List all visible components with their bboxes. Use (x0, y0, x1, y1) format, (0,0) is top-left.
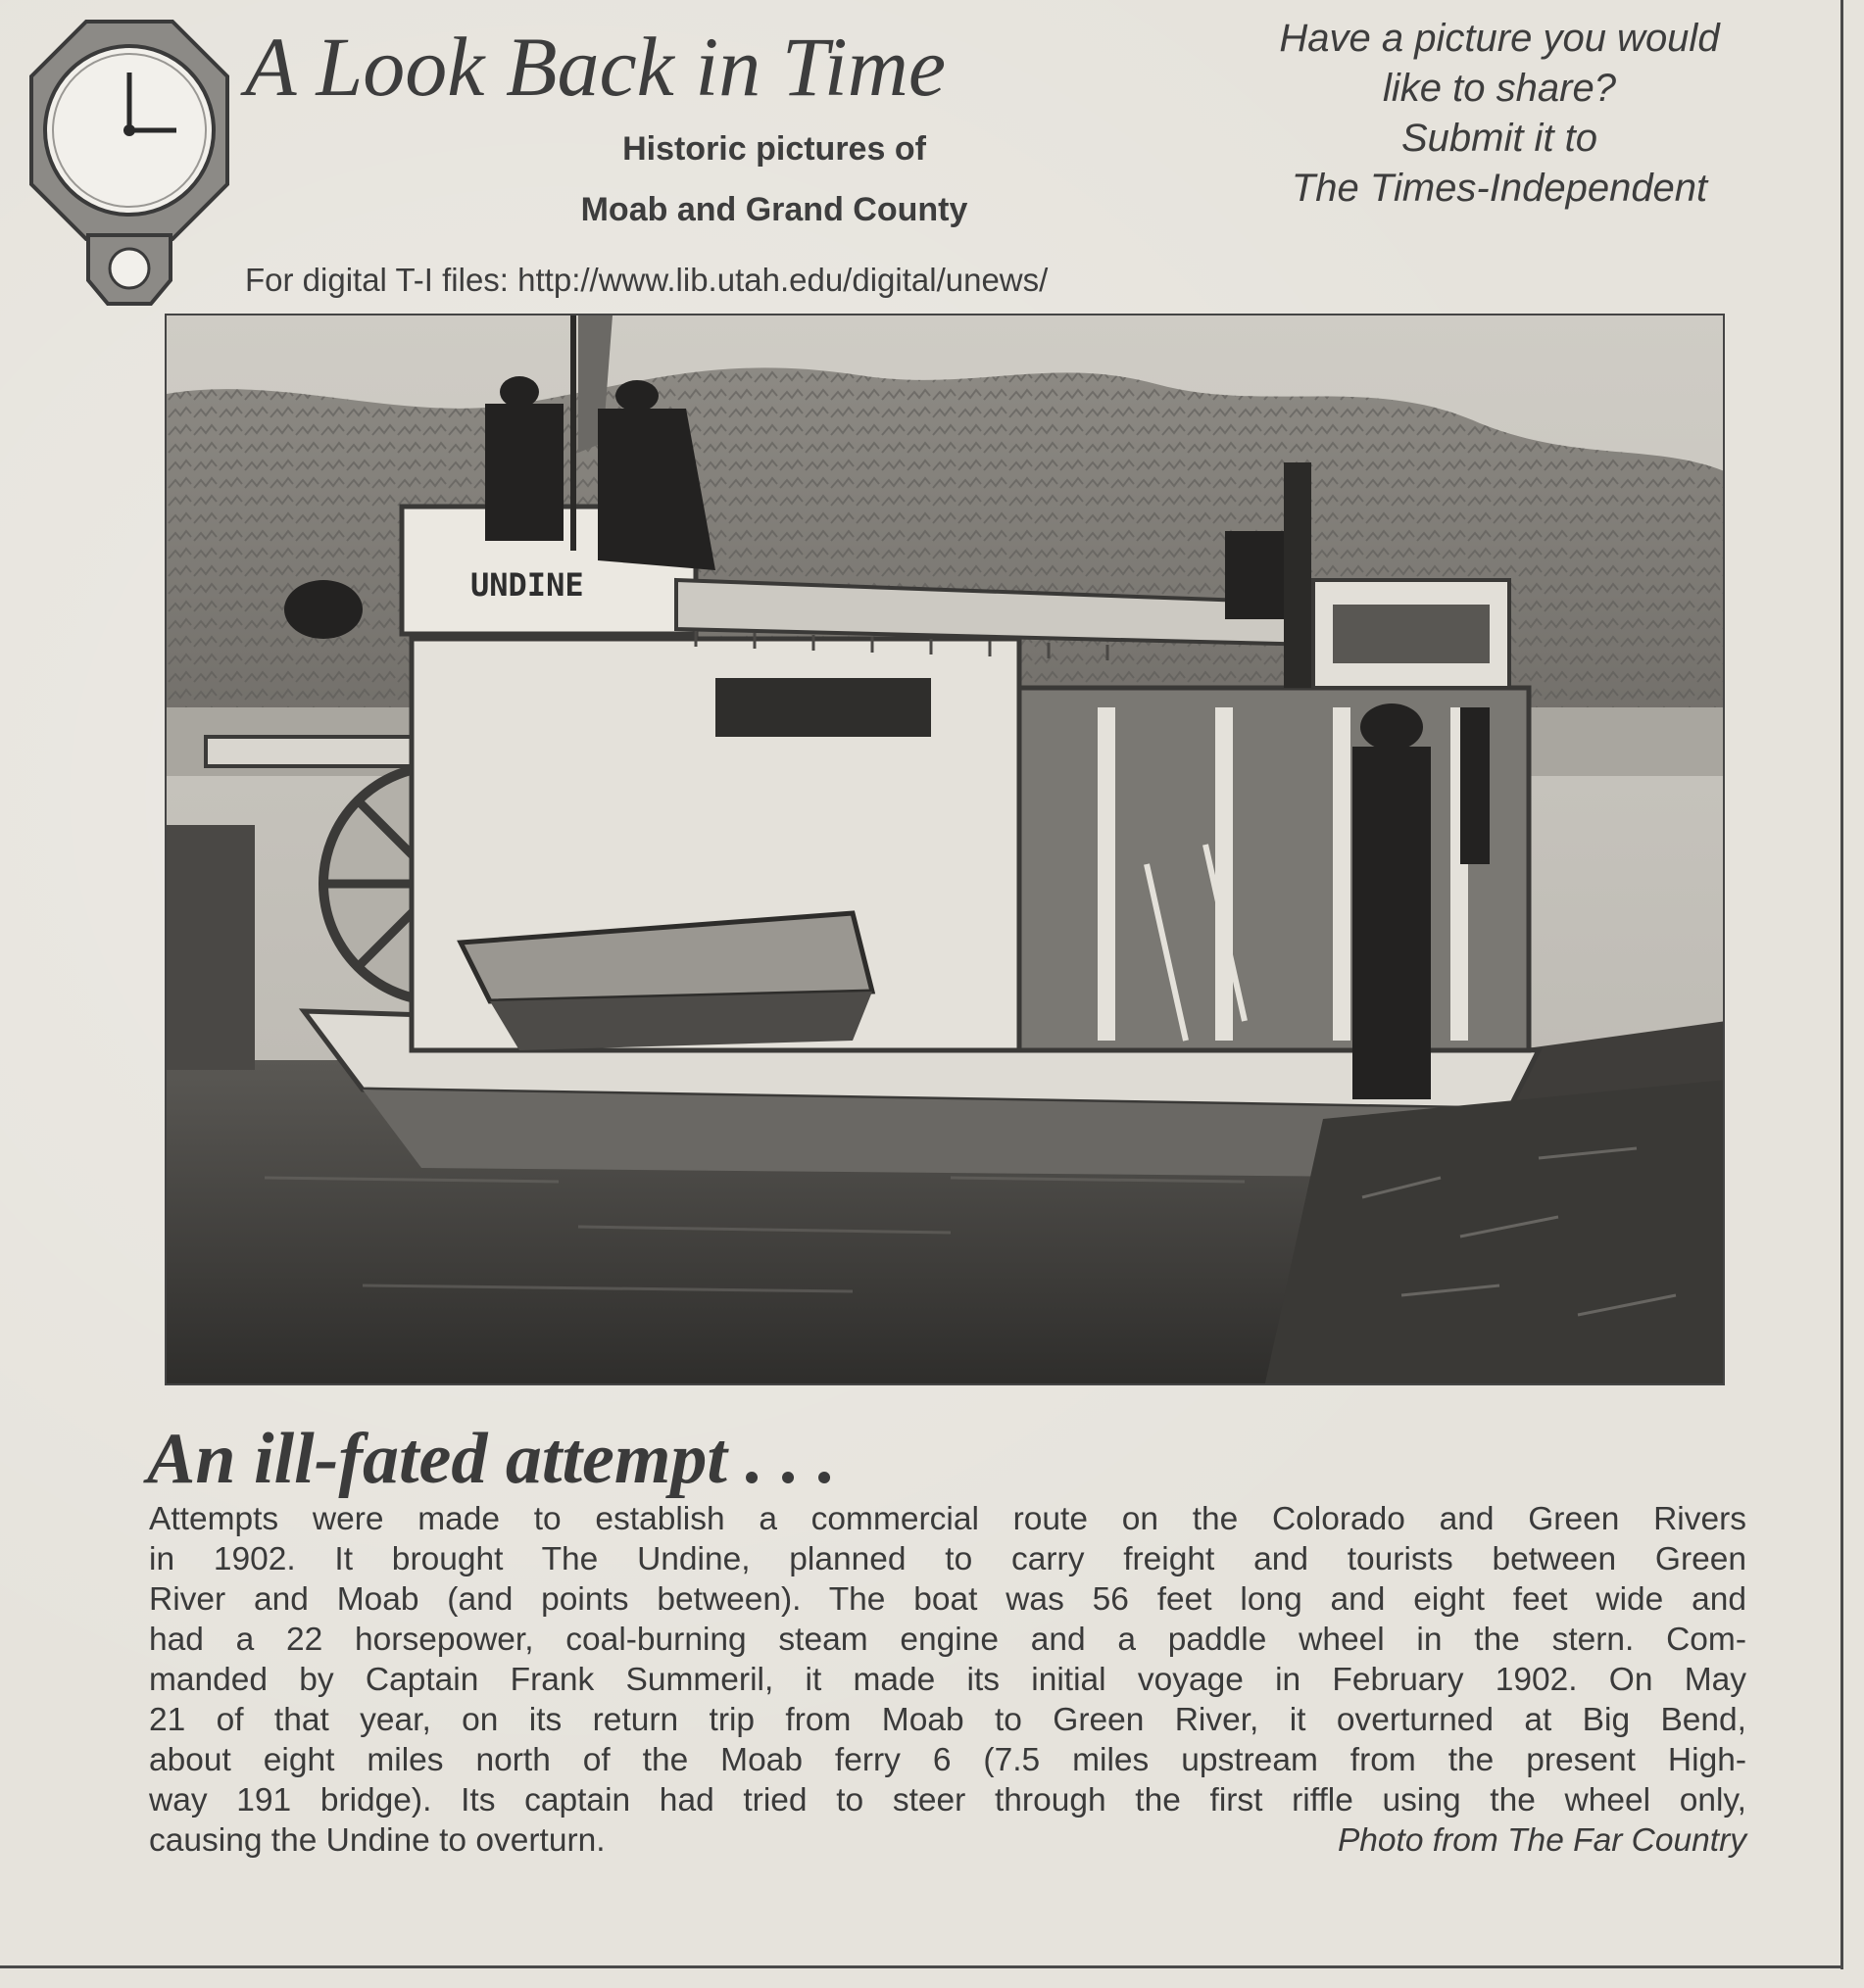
article-line: in 1902. It brought The Undine, planned to carry freight and tourists between Green (149, 1541, 1746, 1577)
submit-line-1: Have a picture you would (1279, 17, 1720, 60)
article-line: 21 of that year, on its return trip from Moab to Green River, it overturned at Big Bend, (149, 1702, 1746, 1738)
submit-line-4: The Times-Independent (1291, 167, 1708, 210)
boat-name-label: UNDINE (470, 566, 584, 604)
clipping-border-right (1840, 0, 1843, 1969)
submit-picture-notice (1196, 14, 1803, 214)
article-headline: An ill-fated attempt . . . (147, 1419, 836, 1499)
masthead-title: A Look Back in Time (245, 20, 947, 114)
article-line: about eight miles north of the Moab ferry 6 (7.5 miles upstream from the present High- (149, 1742, 1746, 1778)
article-line: causing the Undine to overturn. (149, 1822, 606, 1859)
photo-credit: Photo from The Far Country (1337, 1822, 1746, 1859)
clipping-border-bottom (0, 1965, 1843, 1968)
historic-photo (165, 314, 1725, 1385)
article-line: had a 22 horsepower, coal-burning steam engine and a paddle wheel in the stern. Com- (149, 1622, 1746, 1658)
submit-line-3: Submit it to (1400, 117, 1598, 160)
digital-files-link[interactable]: For digital T-I files: http://www.lib.utah.edu/digital/unews/ (245, 262, 1049, 298)
article-line: River and Moab (and points between). The boat was 56 feet long and eight feet wide and (149, 1581, 1746, 1618)
article-line: Attempts were made to establish a commercial route on the Colorado and Green Rivers (149, 1501, 1746, 1537)
article-line: manded by Captain Frank Summeril, it made its initial voyage in February 1902. On May (149, 1662, 1746, 1698)
submit-line-2: like to share? (1383, 67, 1616, 110)
masthead-subtitle-2: Moab and Grand County (580, 191, 968, 228)
clock-icon (25, 18, 233, 312)
article-body (149, 1499, 1746, 1861)
article-last-line (149, 1820, 1746, 1861)
masthead-subtitle: Historic pictures of (622, 130, 926, 168)
steamboat-photo-illustration (167, 315, 1725, 1385)
article-line: way 191 bridge). Its captain had tried to steer through the first riffle using the wheel only, (149, 1782, 1746, 1818)
